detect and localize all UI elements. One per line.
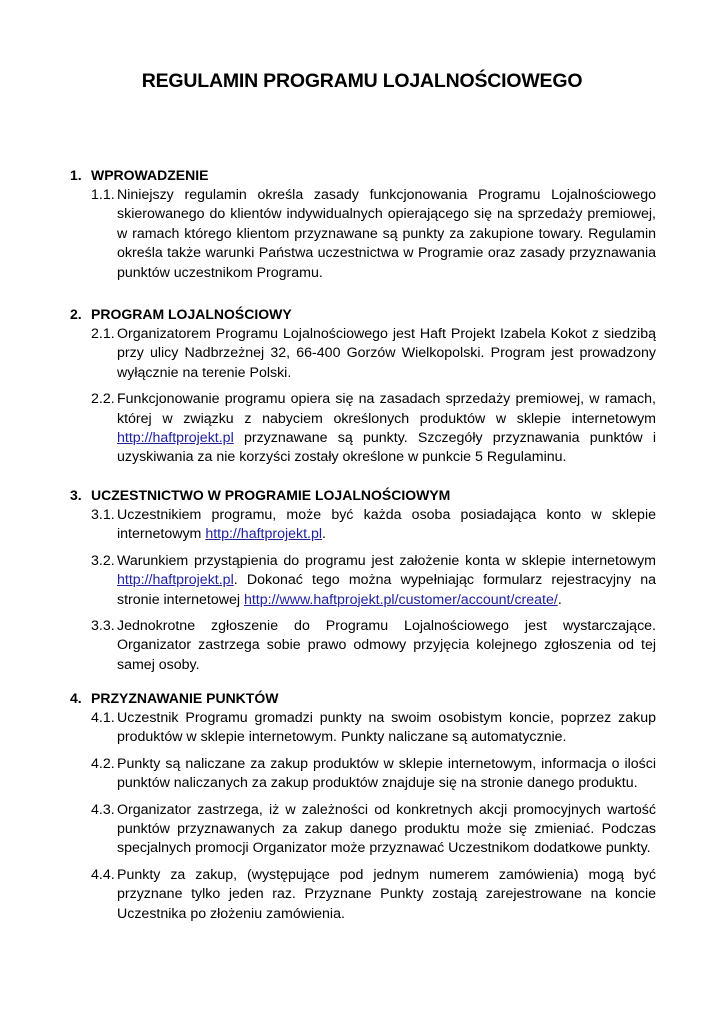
clause-number: 3.2. [91, 552, 115, 569]
section-loyalty-program [70, 305, 656, 475]
clause-text: Punkty za zakup, (występujące pod jednym numerem zamówienia) mogą być przyznane tylko jeden raz. Przyznane Punkty zostają zarejestrowane na koncie Uczestnika po złożeniu zamówienia. [117, 866, 656, 922]
shop-link[interactable]: http://haftprojekt.pl [205, 526, 323, 543]
clause-number: 3.1. [91, 507, 115, 523]
section-points-awarding [70, 689, 656, 931]
clause-text: Niniejszy regulamin określa zasady funkcjonowania Programu Lojalnościowego skierowanego do klientów indywidualnych opierającego się na sprzedaży premiowej, w ramach którego klientom przyznawane są punkty za zakupione towary. Regulamin określa także warunki Państwa uczestnictwa w Programie oraz zasady przyznawania punktów uczestnikom Programu. [117, 187, 656, 281]
clause-text: Funkcjonowanie programu opiera się na zasadach sprzedaży premiowej, w ramach, której w związku z nabyciem określonych produktów w sklepie internetowym http://haftprojekt.pl przyznawane są punkty. Szczegóły przyznawania punktów i uzyskiwania za nie korzyści zostały określone w punkcie 5 Regulaminu. [117, 391, 656, 466]
clause-3-1 [70, 506, 656, 545]
clause-2-1 [70, 325, 656, 383]
section-heading: 3. UCZESTNICTWO W PROGRAMIE LOJALNOŚCIOWYM [70, 487, 451, 503]
clause-number: 4.2. [91, 755, 115, 772]
clause-4-2 [70, 755, 656, 794]
account-create-link[interactable]: http://www.haftprojekt.pl/customer/account/create/ [243, 591, 558, 608]
clause-4-1 [70, 709, 656, 748]
clause-text: Organizator zastrzega, iż w zależności od konkretnych akcji promocyjnych wartość punktów przyznawanych za zakup danego produktu może się zmieniać. Podczas specjalnych promocji Organizator może przyznawać Uczestnikom dodatkowe punkty. [117, 801, 656, 857]
section-heading: 2. PROGRAM LOJALNOŚCIOWY [70, 306, 292, 322]
clause-1-1 [70, 186, 656, 283]
clause-number: 3.3. [91, 618, 115, 635]
clause-number: 1.1. [91, 187, 115, 203]
shop-link[interactable]: http://haftprojekt.pl [117, 572, 234, 589]
section-heading: 4. PRZYZNAWANIE PUNKTÓW [70, 690, 279, 706]
clause-text: Punkty są naliczane za zakup produktów w sklepie internetowym, informacja o ilości punktów naliczanych za zakup produktów znajduje się na stronie danego produktu. [117, 755, 656, 792]
clause-number: 4.3. [91, 801, 115, 818]
clause-text: Uczestnik Programu gromadzi punkty na swoim osobistym koncie, poprzez zakup produktów w sklepie internetowym. Punkty naliczane są automatycznie. [117, 710, 656, 746]
section-introduction [70, 166, 656, 290]
clause-text: Organizatorem Programu Lojalnościowego jest Haft Projekt Izabela Kokot z siedzibą przy ulicy Nadbrzeżnej 32, 66-400 Gorzów Wielkopolski. Program jest prowadzony wyłącznie na terenie Polski. [117, 326, 656, 381]
section-heading: 1. WPROWADZENIE [70, 167, 209, 183]
clause-text: Warunkiem przystąpienia do programu jest założenie konta w sklepie internetowym http://haftprojekt.pl. Dokonać tego można wypełniając formularz rejestracyjny na stronie internetowej http://www.haftprojekt.pl/customer/account/create/. [117, 552, 656, 608]
document-title: REGULAMIN PROGRAMU LOJALNOŚCIOWEGO [141, 70, 583, 92]
clause-text: Jednokrotne zgłoszenie do Programu Lojalnościowego jest wystarczające. Organizator zastrzega sobie prawo odmowy przyjęcia kolejnego zgłoszenia od tej samej osoby. [117, 618, 656, 673]
clause-4-3 [70, 801, 656, 859]
clause-2-2 [70, 390, 656, 468]
clause-number: 4.4. [91, 866, 115, 883]
clause-3-2 [70, 552, 656, 610]
clause-4-4 [70, 866, 656, 924]
clause-number: 4.1. [91, 710, 115, 726]
clause-number: 2.1. [91, 326, 115, 342]
section-participation [70, 486, 656, 682]
clause-3-3 [70, 617, 656, 675]
shop-link[interactable]: http://haftprojekt.pl [117, 430, 234, 447]
clause-number: 2.2. [91, 391, 115, 408]
clause-text: Uczestnikiem programu, może być każda osoba posiadająca konto w sklepie internetowym http://haftprojekt.pl. [117, 507, 656, 543]
